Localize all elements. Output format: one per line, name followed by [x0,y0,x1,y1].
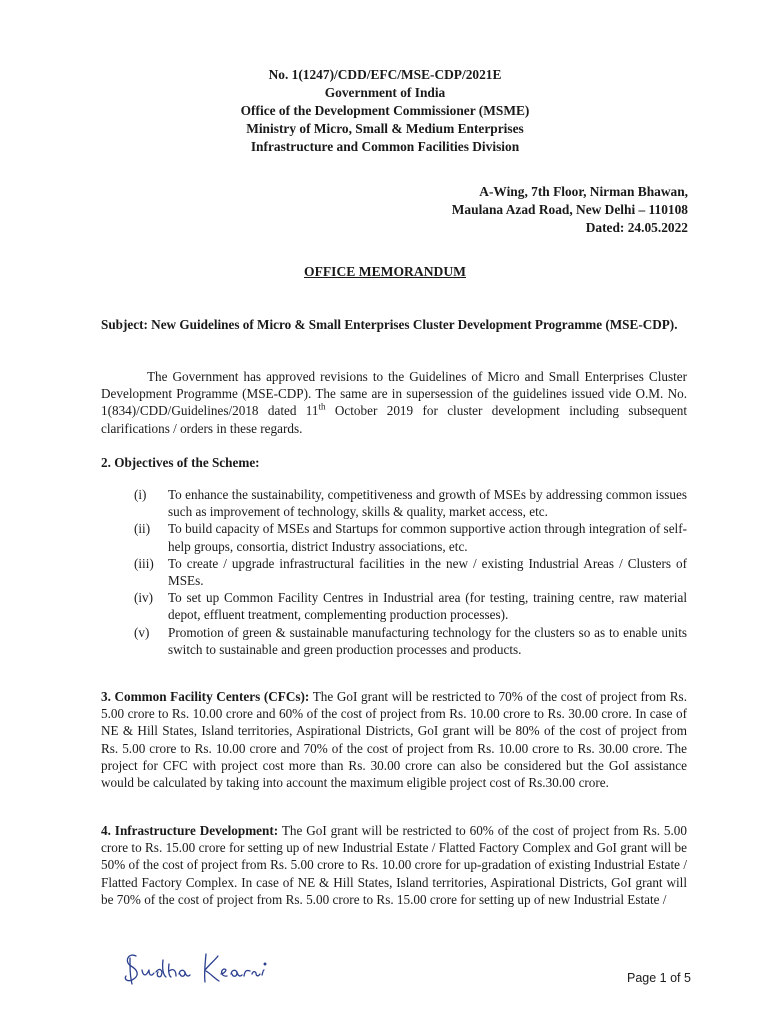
address-line-1: A-Wing, 7th Floor, Nirman Bhawan, [479,184,688,199]
objective-number: (iii) [134,555,154,571]
ministry-line: Ministry of Micro, Small & Medium Enterprises [246,121,524,136]
government-line: Government of India [324,85,446,100]
objectives-list [134,486,687,658]
objective-text: To set up Common Facility Centres in Industrial area (for testing, training centre, raw material depot, effluent treatment, complementing production processes). [168,590,687,623]
page-number: Page 1 of 5 [627,971,691,985]
objective-item [134,520,687,554]
letterhead [0,66,770,156]
objective-item [134,589,687,623]
address-line-2: Maulana Azad Road, New Delhi – 110108 [451,202,688,217]
objective-number: (i) [134,487,147,502]
intro-superscript: th [318,402,326,413]
objective-text: Promotion of green & sustainable manufacturing technology for the clusters so as to enable units switch to sustainable and green production processes and products. [168,624,687,657]
intro-text-start: The Government has approved revisions to the Guidelines of Micro and Small Enterprises Cluster Development Programme (MSE-CDP). The same are in supersession of the guidelines issued vide O.M. No. 1(834)/CDD/Guidelines/2018 dated 11 [101,369,687,419]
objective-number: (ii) [134,521,151,537]
memo-date: Dated: 24.05.2022 [585,220,688,235]
objective-number: (v) [134,624,150,640]
objective-text: To create / upgrade infrastructural facilities in the new / existing Industrial Areas / Clusters of MSEs. [168,555,687,589]
objectives-heading: 2. Objectives of the Scheme: [101,455,260,470]
handwritten-signature [122,946,292,990]
infrastructure-paragraph [101,822,687,908]
division-line: Infrastructure and Common Facilities Division [250,139,520,154]
cfc-paragraph [101,688,687,791]
infrastructure-text: The GoI grant will be restricted to 60% of the cost of project from Rs. 5.00 crore to Rs. 15.00 crore for setting up of new Industrial Estate / Flatted Factory Complex and GoI grant will be 50% of the cost of project from Rs. 5.00 crore to Rs. 10.00 crore for up-gradation of existing Industrial Estate / Flatted Factory Complex. In case of NE & Hill States, Island territories, Aspirational Districts, GoI grant will be 70% of the cost of project from Rs. 5.00 crore to Rs. 15.00 crore for setting up of new Industrial Estate / [101,823,687,907]
memo-title: OFFICE MEMORANDUM [304,264,466,279]
objective-item [134,555,687,589]
objective-number: (iv) [134,590,154,606]
intro-text-end: October 2019 for cluster development including subsequent clarifications / orders in these regards. [101,403,687,436]
cfc-heading: 3. Common Facility Centers (CFCs): [101,689,310,704]
file-number: No. 1(1247)/CDD/EFC/MSE-CDP/2021E [268,67,502,82]
objective-text: To enhance the sustainability, competitiveness and growth of MSEs by addressing common issues such as improvement of technology, skills & quality, market access, etc. [168,487,687,520]
subject-line: Subject: New Guidelines of Micro & Small Enterprises Cluster Development Programme (MSE-CDP). [101,317,678,332]
objective-item [134,624,687,658]
cfc-text: The GoI grant will be restricted to 70% of the cost of project from Rs. 5.00 crore to Rs. 10.00 crore and 60% of the cost of project from Rs. 10.00 crore to Rs. 30.00 crore. In case of NE & Hill States, Island territories, Aspirational Districts, GoI grant will be 80% of the cost of project from Rs. 5.00 crore to Rs. 10.00 crore and 70% of the cost of project from Rs. 10.00 crore to Rs. 30.00 crore. The project for CFC with project cost more than Rs. 30.00 crore can also be considered but the GoI assistance would be calculated by taking into account the maximum eligible project cost of Rs.30.00 crore. [101,689,687,791]
objective-text: To build capacity of MSEs and Startups for common supportive action through integration of self-help groups, consortia, district Industry associations, etc. [168,521,687,554]
objective-item [134,486,687,520]
infrastructure-heading: 4. Infrastructure Development: [101,823,279,838]
address-block [452,183,688,237]
office-line: Office of the Development Commissioner (MSME) [240,103,530,118]
intro-paragraph [101,368,687,437]
